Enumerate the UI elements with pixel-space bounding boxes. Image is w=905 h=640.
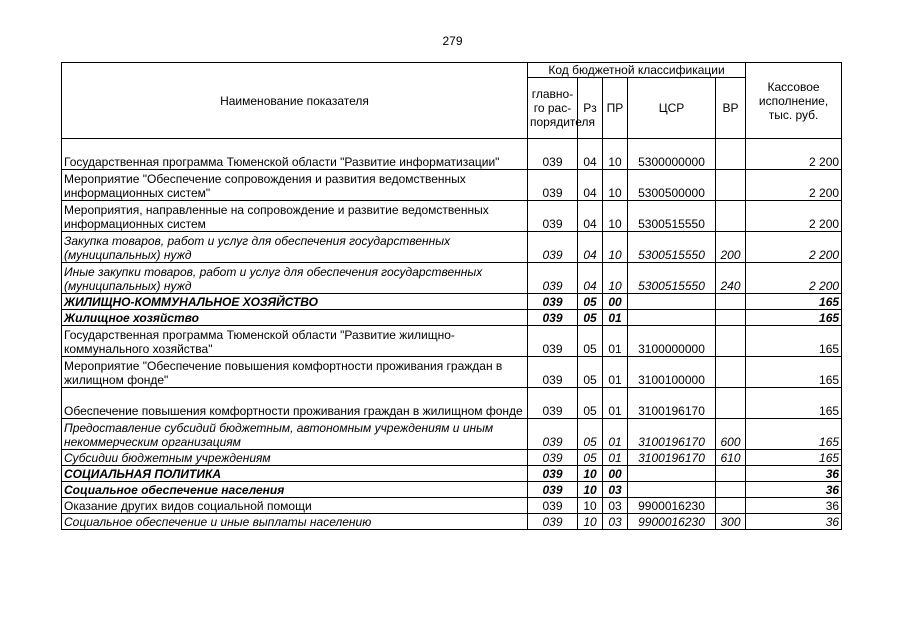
cell-rz: 04 bbox=[578, 170, 603, 201]
table-row bbox=[62, 419, 842, 450]
cell-csr: 3100196170 bbox=[628, 419, 716, 450]
table-body bbox=[62, 139, 842, 530]
cell-csr: 3100100000 bbox=[628, 357, 716, 388]
cell-grbs: 039 bbox=[528, 201, 578, 232]
cell-grbs: 039 bbox=[528, 263, 578, 294]
header-vr: ВР bbox=[716, 78, 746, 139]
cell-name: Мероприятия, направленные на сопровождение и развитие ведомственных информационных систем bbox=[62, 201, 528, 232]
cell-amount: 165 bbox=[746, 294, 842, 310]
cell-vr bbox=[716, 326, 746, 357]
cell-csr bbox=[628, 310, 716, 326]
cell-vr bbox=[716, 294, 746, 310]
cell-grbs: 039 bbox=[528, 450, 578, 466]
cell-amount: 165 bbox=[746, 419, 842, 450]
cell-pr: 10 bbox=[603, 139, 628, 170]
table-row bbox=[62, 310, 842, 326]
table-row bbox=[62, 294, 842, 310]
cell-name: Оказание других видов социальной помощи bbox=[62, 498, 528, 514]
cell-name: Мероприятие "Обеспечение повышения комфортности проживания граждан в жилищном фонде" bbox=[62, 357, 528, 388]
cell-csr: 5300515550 bbox=[628, 263, 716, 294]
table-header bbox=[62, 63, 842, 139]
cell-amount: 36 bbox=[746, 466, 842, 482]
cell-csr: 5300500000 bbox=[628, 170, 716, 201]
cell-csr: 9900016230 bbox=[628, 514, 716, 530]
cell-vr bbox=[716, 482, 746, 498]
cell-grbs: 039 bbox=[528, 294, 578, 310]
cell-rz: 10 bbox=[578, 498, 603, 514]
cell-rz: 05 bbox=[578, 450, 603, 466]
header-name: Наименование показателя bbox=[62, 63, 528, 139]
cell-csr bbox=[628, 482, 716, 498]
header-grbs: главно-го рас-порядителя bbox=[528, 78, 578, 139]
cell-amount: 165 bbox=[746, 450, 842, 466]
cell-rz: 05 bbox=[578, 326, 603, 357]
cell-amount: 36 bbox=[746, 498, 842, 514]
cell-amount: 165 bbox=[746, 388, 842, 419]
cell-vr: 300 bbox=[716, 514, 746, 530]
cell-grbs: 039 bbox=[528, 170, 578, 201]
header-pr: ПР bbox=[603, 78, 628, 139]
table-row bbox=[62, 450, 842, 466]
cell-name: Социальное обеспечение и иные выплаты населению bbox=[62, 514, 528, 530]
cell-csr: 3100196170 bbox=[628, 388, 716, 419]
cell-pr: 10 bbox=[603, 201, 628, 232]
cell-grbs: 039 bbox=[528, 357, 578, 388]
cell-rz: 04 bbox=[578, 139, 603, 170]
table-row bbox=[62, 263, 842, 294]
cell-rz: 05 bbox=[578, 310, 603, 326]
cell-amount: 165 bbox=[746, 326, 842, 357]
cell-grbs: 039 bbox=[528, 482, 578, 498]
cell-amount: 2 200 bbox=[746, 263, 842, 294]
cell-amount: 2 200 bbox=[746, 232, 842, 263]
table-row bbox=[62, 482, 842, 498]
cell-name: Субсидии бюджетным учреждениям bbox=[62, 450, 528, 466]
cell-name: Предоставление субсидий бюджетным, автономным учреждениям и иным некоммерческим организациям bbox=[62, 419, 528, 450]
cell-name: Обеспечение повышения комфортности проживания граждан в жилищном фонде bbox=[62, 388, 528, 419]
cell-csr: 5300515550 bbox=[628, 201, 716, 232]
cell-amount: 36 bbox=[746, 482, 842, 498]
cell-vr bbox=[716, 466, 746, 482]
cell-vr: 600 bbox=[716, 419, 746, 450]
cell-amount: 2 200 bbox=[746, 201, 842, 232]
cell-csr: 9900016230 bbox=[628, 498, 716, 514]
cell-csr: 5300000000 bbox=[628, 139, 716, 170]
cell-rz: 05 bbox=[578, 388, 603, 419]
cell-amount: 2 200 bbox=[746, 139, 842, 170]
cell-rz: 05 bbox=[578, 419, 603, 450]
cell-pr: 03 bbox=[603, 514, 628, 530]
cell-pr: 01 bbox=[603, 450, 628, 466]
cell-name: Жилищное хозяйство bbox=[62, 310, 528, 326]
cell-name: Мероприятие "Обеспечение сопровождения и развития ведомственных информационных систем" bbox=[62, 170, 528, 201]
cell-amount: 36 bbox=[746, 514, 842, 530]
header-rz: Рз bbox=[578, 78, 603, 139]
cell-pr: 03 bbox=[603, 498, 628, 514]
cell-grbs: 039 bbox=[528, 139, 578, 170]
cell-pr: 01 bbox=[603, 310, 628, 326]
table-row bbox=[62, 232, 842, 263]
cell-csr: 5300515550 bbox=[628, 232, 716, 263]
cell-amount: 2 200 bbox=[746, 170, 842, 201]
cell-vr bbox=[716, 310, 746, 326]
header-code-group: Код бюджетной классификации bbox=[528, 63, 746, 78]
cell-vr bbox=[716, 357, 746, 388]
cell-csr bbox=[628, 466, 716, 482]
cell-pr: 10 bbox=[603, 263, 628, 294]
cell-amount: 165 bbox=[746, 310, 842, 326]
cell-pr: 01 bbox=[603, 419, 628, 450]
cell-pr: 01 bbox=[603, 388, 628, 419]
cell-rz: 04 bbox=[578, 232, 603, 263]
cell-name: Иные закупки товаров, работ и услуг для обеспечения государственных (муниципальных) нужд bbox=[62, 263, 528, 294]
cell-vr bbox=[716, 388, 746, 419]
table-row bbox=[62, 498, 842, 514]
cell-csr: 3100196170 bbox=[628, 450, 716, 466]
cell-vr bbox=[716, 170, 746, 201]
cell-pr: 10 bbox=[603, 170, 628, 201]
cell-rz: 04 bbox=[578, 201, 603, 232]
cell-rz: 05 bbox=[578, 294, 603, 310]
cell-grbs: 039 bbox=[528, 232, 578, 263]
table-row bbox=[62, 326, 842, 357]
table-row bbox=[62, 170, 842, 201]
cell-pr: 00 bbox=[603, 294, 628, 310]
table-row bbox=[62, 466, 842, 482]
header-csr: ЦСР bbox=[628, 78, 716, 139]
cell-vr: 200 bbox=[716, 232, 746, 263]
cell-rz: 05 bbox=[578, 357, 603, 388]
cell-name: Государственная программа Тюменской области "Развитие жилищно-коммунального хозяйства" bbox=[62, 326, 528, 357]
cell-pr: 00 bbox=[603, 466, 628, 482]
cell-name: СОЦИАЛЬНАЯ ПОЛИТИКА bbox=[62, 466, 528, 482]
cell-csr bbox=[628, 294, 716, 310]
cell-vr: 610 bbox=[716, 450, 746, 466]
table-row bbox=[62, 139, 842, 170]
cell-name: Закупка товаров, работ и услуг для обеспечения государственных (муниципальных) нужд bbox=[62, 232, 528, 263]
cell-csr: 3100000000 bbox=[628, 326, 716, 357]
table-row bbox=[62, 514, 842, 530]
cell-pr: 03 bbox=[603, 482, 628, 498]
budget-table bbox=[61, 62, 842, 530]
table-row bbox=[62, 357, 842, 388]
cell-rz: 04 bbox=[578, 263, 603, 294]
cell-rz: 10 bbox=[578, 514, 603, 530]
page-number: 279 bbox=[442, 34, 463, 48]
cell-name: Социальное обеспечение населения bbox=[62, 482, 528, 498]
cell-vr bbox=[716, 139, 746, 170]
cell-amount: 165 bbox=[746, 357, 842, 388]
cell-grbs: 039 bbox=[528, 514, 578, 530]
cell-grbs: 039 bbox=[528, 388, 578, 419]
cell-grbs: 039 bbox=[528, 498, 578, 514]
header-amount: Кассовое исполнение, тыс. руб. bbox=[746, 63, 842, 139]
cell-pr: 01 bbox=[603, 357, 628, 388]
cell-pr: 10 bbox=[603, 232, 628, 263]
cell-rz: 10 bbox=[578, 466, 603, 482]
cell-grbs: 039 bbox=[528, 326, 578, 357]
cell-grbs: 039 bbox=[528, 466, 578, 482]
cell-name: Государственная программа Тюменской области "Развитие информатизации" bbox=[62, 139, 528, 170]
cell-pr: 01 bbox=[603, 326, 628, 357]
cell-rz: 10 bbox=[578, 482, 603, 498]
cell-vr bbox=[716, 498, 746, 514]
cell-name: ЖИЛИЩНО-КОММУНАЛЬНОЕ ХОЗЯЙСТВО bbox=[62, 294, 528, 310]
cell-vr bbox=[716, 201, 746, 232]
table-row bbox=[62, 201, 842, 232]
cell-grbs: 039 bbox=[528, 310, 578, 326]
cell-grbs: 039 bbox=[528, 419, 578, 450]
cell-vr: 240 bbox=[716, 263, 746, 294]
table-row bbox=[62, 388, 842, 419]
